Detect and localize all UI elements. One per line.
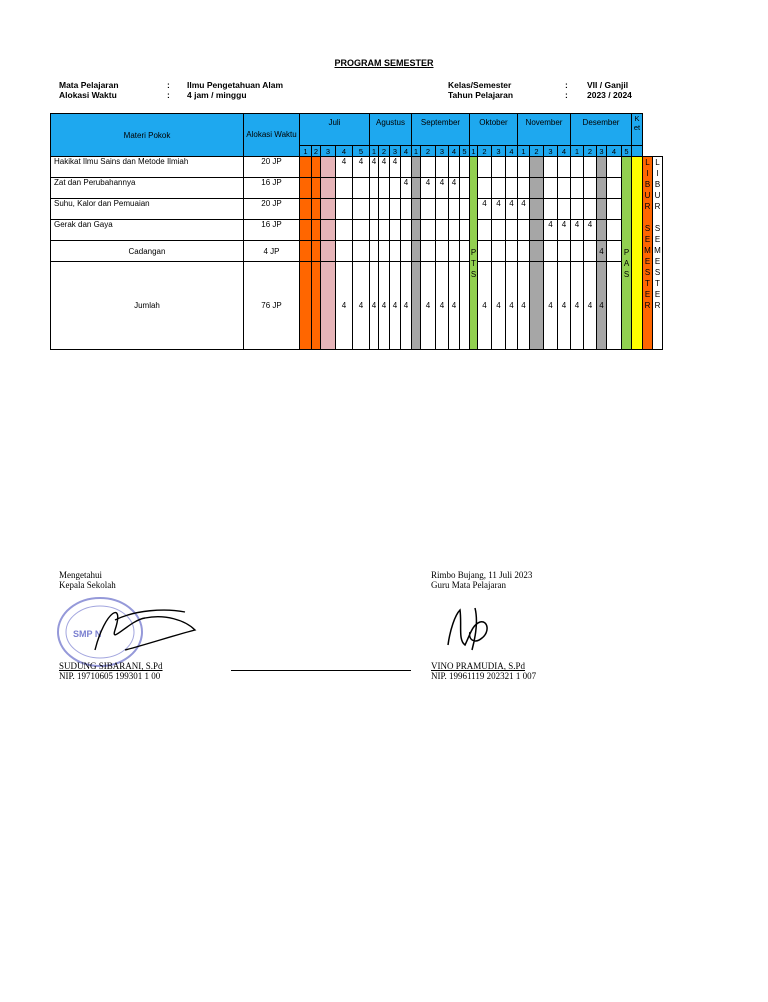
week-cell [390, 220, 401, 241]
week-cell [321, 178, 336, 199]
week-cell [607, 220, 622, 241]
week-cell [436, 199, 449, 220]
materi-cell: Suhu, Kalor dan Pemuaian [51, 199, 244, 220]
header-week: 4 [607, 146, 622, 157]
materi-cell: Gerak dan Gaya [51, 220, 244, 241]
week-cell: 4 [449, 262, 460, 350]
week-cell: 4 [353, 157, 370, 178]
week-cell [379, 199, 390, 220]
pts-label: P T S [470, 247, 477, 279]
week-cell [300, 178, 312, 199]
header-week: 3 [544, 146, 558, 157]
header-month: Agustus [370, 114, 412, 146]
kelas-label: Kelas/Semester [448, 80, 512, 90]
week-cell: 4 [436, 178, 449, 199]
table-row [51, 241, 678, 262]
table-row [51, 199, 678, 220]
week-cell: 4 [492, 199, 506, 220]
week-cell [558, 199, 571, 220]
week-cell: 4 [597, 241, 607, 262]
week-cell [449, 220, 460, 241]
materi-cell: Cadangan [51, 241, 244, 262]
week-cell [312, 157, 321, 178]
week-cell: 4 [544, 262, 558, 350]
week-cell: 4 [421, 262, 436, 350]
week-cell [544, 178, 558, 199]
header-week-ket [632, 146, 643, 157]
week-cell [421, 220, 436, 241]
document-title: PROGRAM SEMESTER [334, 58, 434, 68]
week-cell [607, 178, 622, 199]
materi-cell: Hakikat Ilmu Sains dan Metode Ilmiah [51, 157, 244, 178]
week-cell: 4 [558, 220, 571, 241]
week-cell [370, 199, 379, 220]
week-cell [506, 178, 518, 199]
week-cell [436, 157, 449, 178]
week-cell: 4 [370, 157, 379, 178]
week-cell [530, 241, 544, 262]
week-cell [312, 178, 321, 199]
header-week: 3 [321, 146, 336, 157]
week-cell: 4 [478, 262, 492, 350]
week-cell [478, 241, 492, 262]
special-column [632, 157, 643, 350]
tahun-label: Tahun Pelajaran [448, 90, 514, 100]
header-week: 4 [558, 146, 571, 157]
header-month: Oktober [470, 114, 518, 146]
principal-name: SUDUNG SIBARANI, S.Pd [59, 661, 163, 671]
week-cell [436, 241, 449, 262]
table-row [51, 157, 678, 178]
stamp-signature-image [55, 590, 205, 670]
week-cell: 4 [492, 262, 506, 350]
week-cell [436, 220, 449, 241]
week-cell [300, 262, 312, 350]
header-week: 1 [370, 146, 379, 157]
header-ket-label: Ket [633, 114, 641, 132]
header-month: Desember [571, 114, 632, 146]
libur-semester-label-2: L I B U R S E M E S T E R [654, 158, 661, 310]
alokasi-cell: 20 JP [244, 199, 300, 220]
week-cell [312, 220, 321, 241]
header-week: 2 [379, 146, 390, 157]
week-cell [506, 241, 518, 262]
teacher-signature-image [440, 600, 500, 655]
week-cell [321, 157, 336, 178]
week-cell [370, 220, 379, 241]
week-cell: 4 [370, 262, 379, 350]
week-cell: 4 [449, 178, 460, 199]
week-cell [518, 220, 530, 241]
ket-column [653, 157, 663, 350]
week-cell [379, 178, 390, 199]
week-cell [530, 157, 544, 178]
week-cell: 4 [518, 199, 530, 220]
week-cell [460, 241, 470, 262]
teacher-nip: NIP. 19961119 202321 1 007 [431, 671, 537, 681]
header-week: 1 [571, 146, 584, 157]
week-cell [584, 178, 597, 199]
week-cell [558, 241, 571, 262]
week-cell: 4 [478, 199, 492, 220]
header-week: 5 [460, 146, 470, 157]
special-column [470, 157, 478, 350]
tahun-value: 2023 / 2024 [587, 90, 632, 100]
header-week: 5 [353, 146, 370, 157]
week-cell [312, 262, 321, 350]
week-cell [312, 199, 321, 220]
week-cell [518, 157, 530, 178]
table-row [51, 262, 678, 350]
week-cell [607, 157, 622, 178]
header-week: 2 [584, 146, 597, 157]
week-cell [353, 220, 370, 241]
signature-left [59, 570, 116, 590]
signature-left-name [59, 661, 163, 681]
week-cell [390, 241, 401, 262]
header-month: November [518, 114, 571, 146]
header-week: 5 [622, 146, 632, 157]
week-cell [421, 157, 436, 178]
header-week: 1 [300, 146, 312, 157]
week-cell [353, 199, 370, 220]
header-week: 4 [401, 146, 412, 157]
week-cell [558, 178, 571, 199]
week-cell [530, 220, 544, 241]
week-cell [492, 178, 506, 199]
signature-right [431, 570, 532, 590]
week-cell [530, 199, 544, 220]
week-cell [449, 199, 460, 220]
header-week: 1 [471, 146, 476, 156]
header-week: 3 [436, 146, 449, 157]
week-cell [449, 241, 460, 262]
week-cell: 4 [597, 262, 607, 350]
stamp-text: SMP N [73, 629, 102, 639]
week-cell [492, 157, 506, 178]
week-cell: 4 [571, 262, 584, 350]
week-cell [449, 157, 460, 178]
week-cell [401, 241, 412, 262]
week-cell [597, 199, 607, 220]
header-materi: Materi Pokok [51, 114, 244, 157]
header-month: September [412, 114, 470, 146]
week-cell: 4 [401, 178, 412, 199]
alokasi-cell: 4 JP [244, 241, 300, 262]
week-cell [401, 157, 412, 178]
materi-cell: Jumlah [51, 262, 244, 350]
week-cell [544, 241, 558, 262]
week-cell [321, 241, 336, 262]
week-cell: 4 [353, 262, 370, 350]
colon: : [167, 90, 170, 100]
alokasi-cell: 16 JP [244, 178, 300, 199]
divider-line [231, 670, 411, 671]
week-cell [478, 157, 492, 178]
week-cell [518, 178, 530, 199]
principal-title: Kepala Sekolah [59, 580, 116, 590]
alokasi-label: Alokasi Waktu [59, 90, 117, 100]
week-cell [460, 262, 470, 350]
materi-cell: Zat dan Perubahannya [51, 178, 244, 199]
header-week: 2 [421, 146, 436, 157]
header-week: 3 [390, 146, 401, 157]
week-cell [571, 157, 584, 178]
kelas-value: VII / Ganjil [587, 80, 629, 90]
week-cell [460, 157, 470, 178]
week-cell [607, 199, 622, 220]
pas-label: P A S [623, 247, 630, 279]
alokasi-value: 4 jam / minggu [187, 90, 247, 100]
week-cell [558, 157, 571, 178]
week-cell: 4 [544, 220, 558, 241]
program-semester-table [50, 113, 678, 350]
week-cell [571, 199, 584, 220]
week-cell [336, 199, 353, 220]
colon: : [565, 90, 568, 100]
header-week: 4 [449, 146, 460, 157]
week-cell [321, 262, 336, 350]
week-cell [412, 241, 421, 262]
week-cell [379, 241, 390, 262]
alokasi-cell: 76 JP [244, 262, 300, 350]
header-alokasi: Alokasi Waktu [244, 114, 300, 157]
week-cell: 4 [379, 157, 390, 178]
week-cell [300, 241, 312, 262]
mapel-value: Ilmu Pengetahuan Alam [187, 80, 284, 90]
week-cell [460, 220, 470, 241]
week-cell: 4 [584, 220, 597, 241]
week-cell [336, 241, 353, 262]
week-cell: 4 [558, 262, 571, 350]
week-cell [321, 199, 336, 220]
week-cell [421, 199, 436, 220]
week-cell [412, 220, 421, 241]
week-cell [412, 262, 421, 350]
header-ket [632, 114, 643, 146]
header-week: 3 [597, 146, 607, 157]
week-cell [460, 199, 470, 220]
week-cell [506, 220, 518, 241]
week-cell [571, 241, 584, 262]
week-cell [492, 241, 506, 262]
special-column [622, 157, 632, 350]
week-cell [492, 220, 506, 241]
week-cell [530, 262, 544, 350]
week-cell [412, 199, 421, 220]
week-cell [597, 157, 607, 178]
week-cell [607, 262, 622, 350]
header-week: 2 [312, 146, 321, 157]
header-week: 2 [478, 146, 492, 157]
libur-semester-label: L I B U R S E M E S T E R [644, 158, 651, 310]
week-cell [412, 157, 421, 178]
meta-left [59, 80, 283, 100]
mapel-label: Mata Pelajaran [59, 80, 119, 90]
week-cell [379, 220, 390, 241]
week-cell [530, 178, 544, 199]
week-cell [597, 178, 607, 199]
signature-right-name [431, 661, 536, 681]
week-cell [300, 157, 312, 178]
colon: : [565, 80, 568, 90]
week-cell: 4 [390, 262, 401, 350]
table-row [51, 220, 678, 241]
principal-nip: NIP. 19710605 199301 1 00 [59, 671, 161, 681]
special-column [643, 157, 653, 350]
week-cell [584, 199, 597, 220]
week-cell [321, 220, 336, 241]
teacher-title: Guru Mata Pelajaran [431, 580, 506, 590]
week-cell: 4 [336, 157, 353, 178]
week-cell: 4 [379, 262, 390, 350]
week-cell [506, 157, 518, 178]
week-cell [544, 199, 558, 220]
alokasi-cell: 16 JP [244, 220, 300, 241]
teacher-name: VINO PRAMUDIA, S.Pd [431, 661, 526, 671]
week-cell: 4 [506, 262, 518, 350]
week-cell [421, 241, 436, 262]
week-cell: 4 [506, 199, 518, 220]
week-cell [478, 178, 492, 199]
week-cell [401, 220, 412, 241]
week-cell: 4 [336, 262, 353, 350]
week-cell: 4 [518, 262, 530, 350]
colon: : [167, 80, 170, 90]
week-cell [353, 241, 370, 262]
week-cell [336, 220, 353, 241]
week-cell [370, 241, 379, 262]
week-cell [401, 199, 412, 220]
week-cell [412, 178, 421, 199]
place-date: Rimbo Bujang, 11 Juli 2023 [431, 570, 533, 580]
acknowledged-label: Mengetahui [59, 570, 102, 580]
week-cell [478, 220, 492, 241]
week-cell [571, 178, 584, 199]
week-cell [390, 178, 401, 199]
meta-right [448, 80, 632, 100]
week-cell [370, 178, 379, 199]
header-week: 1 [412, 146, 421, 157]
week-cell [390, 199, 401, 220]
header-week: 1 [518, 146, 530, 157]
week-cell [300, 199, 312, 220]
header-week: 3 [492, 146, 506, 157]
week-cell [460, 178, 470, 199]
week-cell: 4 [436, 262, 449, 350]
header-week: 4 [506, 146, 518, 157]
header-month: Juli [300, 114, 370, 146]
week-cell [584, 241, 597, 262]
alokasi-cell: 20 JP [244, 157, 300, 178]
week-cell: 4 [571, 220, 584, 241]
header-week: 4 [336, 146, 353, 157]
table-row [51, 178, 678, 199]
week-cell [584, 157, 597, 178]
header-week: 2 [530, 146, 544, 157]
week-cell [312, 241, 321, 262]
week-cell [544, 157, 558, 178]
week-cell: 4 [390, 157, 401, 178]
week-cell: 4 [421, 178, 436, 199]
week-cell [607, 241, 622, 262]
week-cell [353, 178, 370, 199]
week-cell [336, 178, 353, 199]
week-cell [518, 241, 530, 262]
week-cell [300, 220, 312, 241]
week-cell: 4 [401, 262, 412, 350]
week-cell [597, 220, 607, 241]
week-cell: 4 [584, 262, 597, 350]
